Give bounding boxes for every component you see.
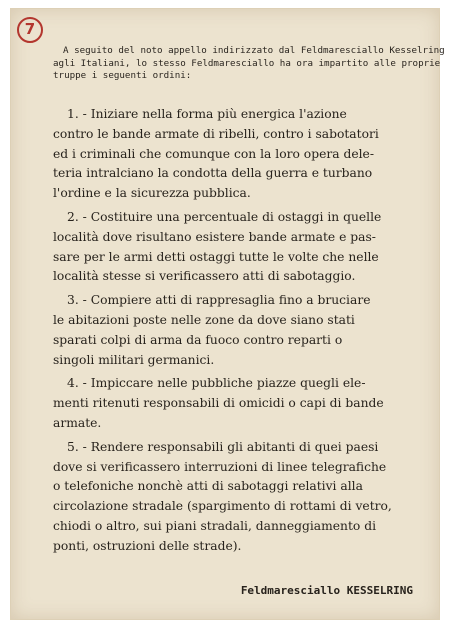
- order-line: 4. - Impiccare nelle pubbliche piazze quegli ele-: [67, 376, 366, 391]
- order-line: località stesse si verificassero atti di sabotaggio.: [53, 269, 356, 284]
- intro-line: A seguito del noto appello indirizzato dal Feldmaresciallo Kesselring: [63, 45, 445, 56]
- order-line: l'ordine e la sicurezza pubblica.: [53, 186, 251, 201]
- proclamation-sheet: [10, 8, 445, 620]
- order-line: menti ritenuti responsabili di omicidi o capi di bande: [53, 396, 384, 411]
- order-line: 1. - Iniziare nella forma più energica l'azione: [67, 107, 347, 121]
- order-line: ponti, ostruzioni delle strade).: [53, 538, 242, 553]
- order-line: o telefoniche nonchè atti di sabotaggi relativi alla: [53, 479, 363, 494]
- order-line: 3. - Compiere atti di rappresaglia fino a bruciare: [67, 293, 371, 308]
- order-line: località dove risultano esistere bande armate e pas-: [53, 229, 376, 244]
- order-line: sare per le armi detti ostaggi tutte le volte che nelle: [53, 249, 379, 264]
- order-line: ed i criminali che comunque con la loro opera dele-: [53, 146, 374, 161]
- intro-paragraph: [53, 45, 445, 83]
- order-3: [53, 291, 433, 370]
- orders-list: [53, 105, 433, 561]
- order-2: [53, 208, 433, 287]
- order-line: armate.: [53, 415, 102, 430]
- order-line: singoli militari germanici.: [53, 352, 215, 367]
- order-line: teria intralciano la condotta della guerra e turbano: [53, 166, 373, 181]
- order-line: contro le bande armate di ribelli, contro i sabotatori: [53, 126, 379, 141]
- order-line: 2. - Costituire una percentuale di ostaggi in quelle: [67, 209, 382, 224]
- order-4: [53, 374, 433, 433]
- order-line: 5. - Rendere responsabili gli abitanti di quei paesi: [67, 439, 379, 454]
- order-line: le abitazioni poste nelle zone da dove siano stati: [53, 312, 355, 327]
- order-5: [53, 438, 433, 557]
- order-line: chiodi o altro, sui piani stradali, danneggiamento di: [53, 518, 377, 533]
- order-line: sparati colpi di arma da fuoco contro reparti o: [53, 332, 343, 347]
- order-line: circolazione stradale (spargimento di rottami di vetro,: [53, 499, 392, 514]
- intro-line: agli Italiani, lo stesso Feldmaresciallo ha ora impartito alle proprie: [53, 57, 441, 69]
- order-line: dove si verificassero interruzioni di linee telegrafiche: [53, 459, 387, 474]
- signature: Feldmaresciallo KESSELRING: [240, 584, 413, 597]
- order-1: [53, 105, 433, 204]
- intro-line: truppe i seguenti ordini:: [53, 70, 192, 81]
- stamp-mark: 7: [17, 17, 43, 43]
